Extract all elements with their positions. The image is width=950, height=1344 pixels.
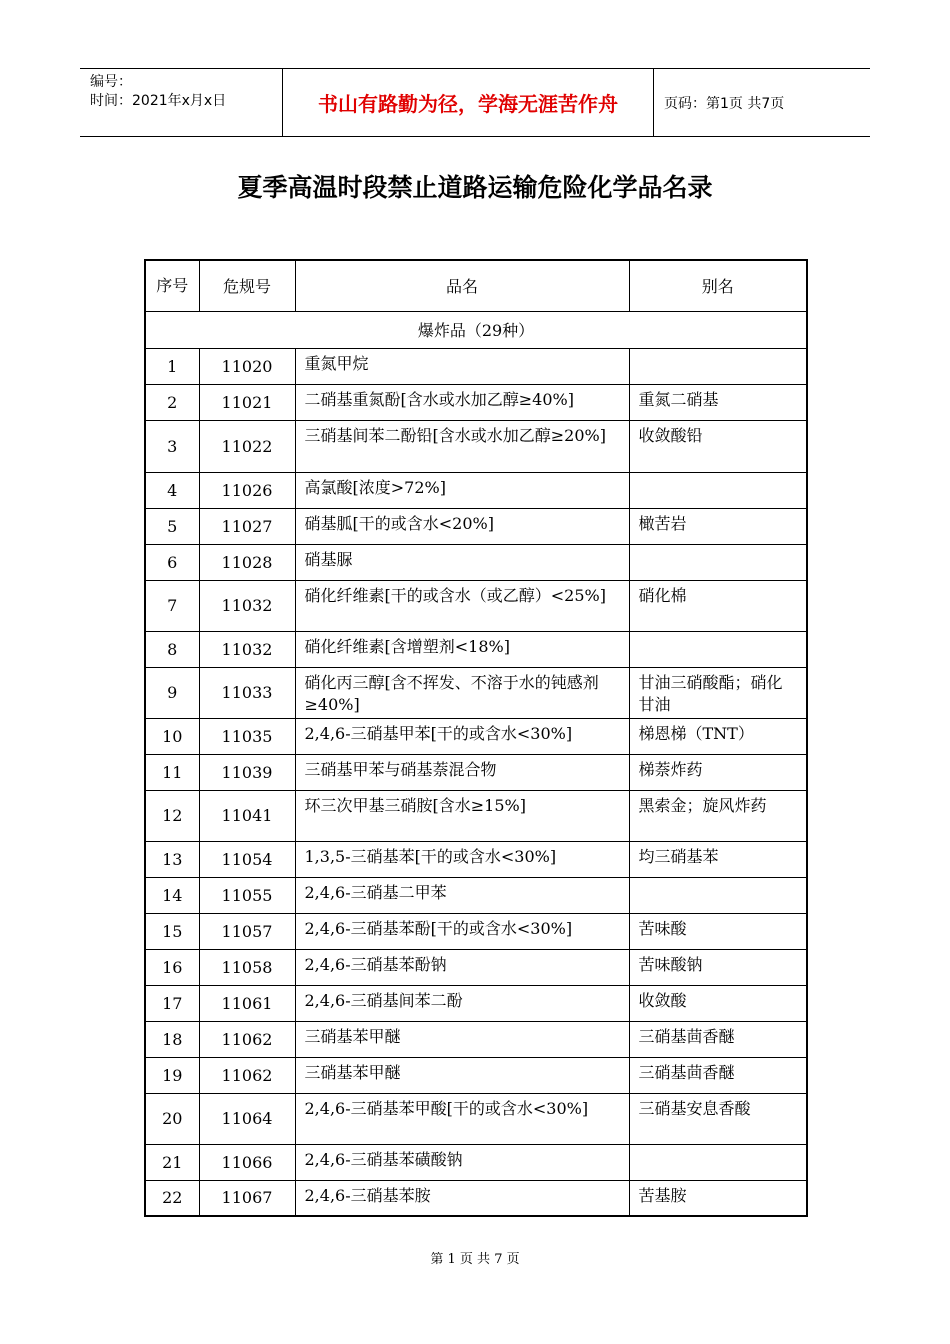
row-alias: 重氮二硝基 (629, 384, 807, 420)
row-name: 环三次甲基三硝胺[含水≥15%] (295, 790, 629, 841)
row-name: 硝化丙三醇[含不挥发、不溶于水的钝感剂≥40%] (295, 667, 629, 718)
row-alias (629, 631, 807, 667)
row-name: 2,4,6-三硝基苯磺酸钠 (295, 1144, 629, 1180)
row-code: 11032 (199, 631, 295, 667)
row-name: 三硝基间苯二酚铅[含水或水加乙醇≥20%] (295, 420, 629, 472)
table-row (145, 1144, 807, 1180)
page-footer: 第 1 页 共 7 页 (430, 1252, 520, 1267)
row-alias (629, 877, 807, 913)
row-seq: 11 (145, 754, 199, 790)
row-code: 11061 (199, 985, 295, 1021)
table-row (145, 420, 807, 472)
row-code: 11057 (199, 913, 295, 949)
table-row (145, 718, 807, 754)
table-row (145, 1093, 807, 1144)
row-name: 2,4,6-三硝基甲苯[干的或含水<30%] (295, 718, 629, 754)
table-row (145, 472, 807, 508)
number-label: 编号： (90, 74, 132, 90)
row-code: 11027 (199, 508, 295, 544)
header-name: 品名 (295, 260, 629, 311)
table-row (145, 1057, 807, 1093)
row-code: 11033 (199, 667, 295, 718)
row-name: 2,4,6-三硝基苯胺 (295, 1180, 629, 1216)
row-seq: 10 (145, 718, 199, 754)
row-seq: 2 (145, 384, 199, 420)
row-name: 硝基胍[干的或含水<20%] (295, 508, 629, 544)
row-seq: 5 (145, 508, 199, 544)
row-seq: 4 (145, 472, 199, 508)
table-row (145, 985, 807, 1021)
row-name: 2,4,6-三硝基苯酚[干的或含水<30%] (295, 913, 629, 949)
row-name: 2,4,6-三硝基苯酚钠 (295, 949, 629, 985)
row-code: 11035 (199, 718, 295, 754)
table-row (145, 790, 807, 841)
row-code: 11026 (199, 472, 295, 508)
row-alias: 甘油三硝酸酯；硝化甘油 (629, 667, 807, 718)
row-code: 11022 (199, 420, 295, 472)
header-code: 危规号 (199, 260, 295, 311)
row-alias: 苦基胺 (629, 1180, 807, 1216)
row-alias: 收敛酸铅 (629, 420, 807, 472)
row-seq: 15 (145, 913, 199, 949)
row-seq: 17 (145, 985, 199, 1021)
row-name: 硝基脲 (295, 544, 629, 580)
table-header-row (145, 260, 807, 311)
row-alias: 收敛酸 (629, 985, 807, 1021)
document-header (80, 68, 870, 137)
row-code: 11028 (199, 544, 295, 580)
row-seq: 12 (145, 790, 199, 841)
table-row (145, 384, 807, 420)
row-name: 2,4,6-三硝基二甲苯 (295, 877, 629, 913)
table-row (145, 841, 807, 877)
row-alias: 苦味酸 (629, 913, 807, 949)
row-alias (629, 1144, 807, 1180)
table-row (145, 348, 807, 384)
row-seq: 18 (145, 1021, 199, 1057)
row-alias: 均三硝基苯 (629, 841, 807, 877)
row-name: 硝化纤维素[含增塑剂<18%] (295, 631, 629, 667)
table-row (145, 508, 807, 544)
row-code: 11062 (199, 1057, 295, 1093)
row-code: 11039 (199, 754, 295, 790)
row-code: 11032 (199, 580, 295, 631)
row-alias (629, 348, 807, 384)
table-row (145, 949, 807, 985)
header-motto: 书山有路勤为径，学海无涯苦作舟 (282, 69, 654, 136)
row-code: 11020 (199, 348, 295, 384)
row-seq: 19 (145, 1057, 199, 1093)
row-code: 11041 (199, 790, 295, 841)
table-row (145, 877, 807, 913)
header-seq: 序号 (145, 260, 199, 311)
table-row (145, 754, 807, 790)
header-page-info: 页码：第1页 共7页 (664, 95, 785, 112)
row-seq: 7 (145, 580, 199, 631)
row-name: 二硝基重氮酚[含水或水加乙醇≥40%] (295, 384, 629, 420)
row-code: 11055 (199, 877, 295, 913)
row-alias: 梯萘炸药 (629, 754, 807, 790)
row-seq: 21 (145, 1144, 199, 1180)
row-alias: 梯恩梯（TNT） (629, 718, 807, 754)
row-alias: 橄苦岩 (629, 508, 807, 544)
row-name: 重氮甲烷 (295, 348, 629, 384)
table-row (145, 544, 807, 580)
table-row (145, 1021, 807, 1057)
table-row (145, 667, 807, 718)
row-alias: 三硝基茴香醚 (629, 1057, 807, 1093)
table-row (145, 631, 807, 667)
row-code: 11058 (199, 949, 295, 985)
row-code: 11054 (199, 841, 295, 877)
row-seq: 20 (145, 1093, 199, 1144)
time-label: 时间：2021年x月x日 (90, 93, 227, 109)
row-code: 11062 (199, 1021, 295, 1057)
row-seq: 16 (145, 949, 199, 985)
row-alias: 苦味酸钠 (629, 949, 807, 985)
category-row (145, 311, 807, 348)
row-alias: 三硝基安息香酸 (629, 1093, 807, 1144)
row-seq: 8 (145, 631, 199, 667)
row-seq: 22 (145, 1180, 199, 1216)
row-name: 三硝基甲苯与硝基萘混合物 (295, 754, 629, 790)
row-name: 高氯酸[浓度>72%] (295, 472, 629, 508)
row-code: 11066 (199, 1144, 295, 1180)
row-alias (629, 472, 807, 508)
row-seq: 3 (145, 420, 199, 472)
row-seq: 6 (145, 544, 199, 580)
row-alias: 硝化棉 (629, 580, 807, 631)
row-name: 1,3,5-三硝基苯[干的或含水<30%] (295, 841, 629, 877)
table-row (145, 913, 807, 949)
document-title: 夏季高温时段禁止道路运输危险化学品名录 (237, 173, 713, 202)
row-seq: 1 (145, 348, 199, 384)
row-name: 2,4,6-三硝基苯甲酸[干的或含水<30%] (295, 1093, 629, 1144)
table-row (145, 580, 807, 631)
header-alias: 别名 (629, 260, 807, 311)
row-seq: 13 (145, 841, 199, 877)
row-name: 三硝基苯甲醚 (295, 1057, 629, 1093)
category-label: 爆炸品（29种） (145, 311, 807, 348)
header-meta (80, 69, 282, 136)
row-name: 2,4,6-三硝基间苯二酚 (295, 985, 629, 1021)
chemicals-table (144, 259, 808, 1217)
table-row (145, 1180, 807, 1216)
row-code: 11064 (199, 1093, 295, 1144)
row-alias: 三硝基茴香醚 (629, 1021, 807, 1057)
row-name: 三硝基苯甲醚 (295, 1021, 629, 1057)
row-alias (629, 544, 807, 580)
row-alias: 黑索金；旋风炸药 (629, 790, 807, 841)
row-code: 11021 (199, 384, 295, 420)
row-seq: 14 (145, 877, 199, 913)
row-name: 硝化纤维素[干的或含水（或乙醇）<25%] (295, 580, 629, 631)
row-seq: 9 (145, 667, 199, 718)
row-code: 11067 (199, 1180, 295, 1216)
